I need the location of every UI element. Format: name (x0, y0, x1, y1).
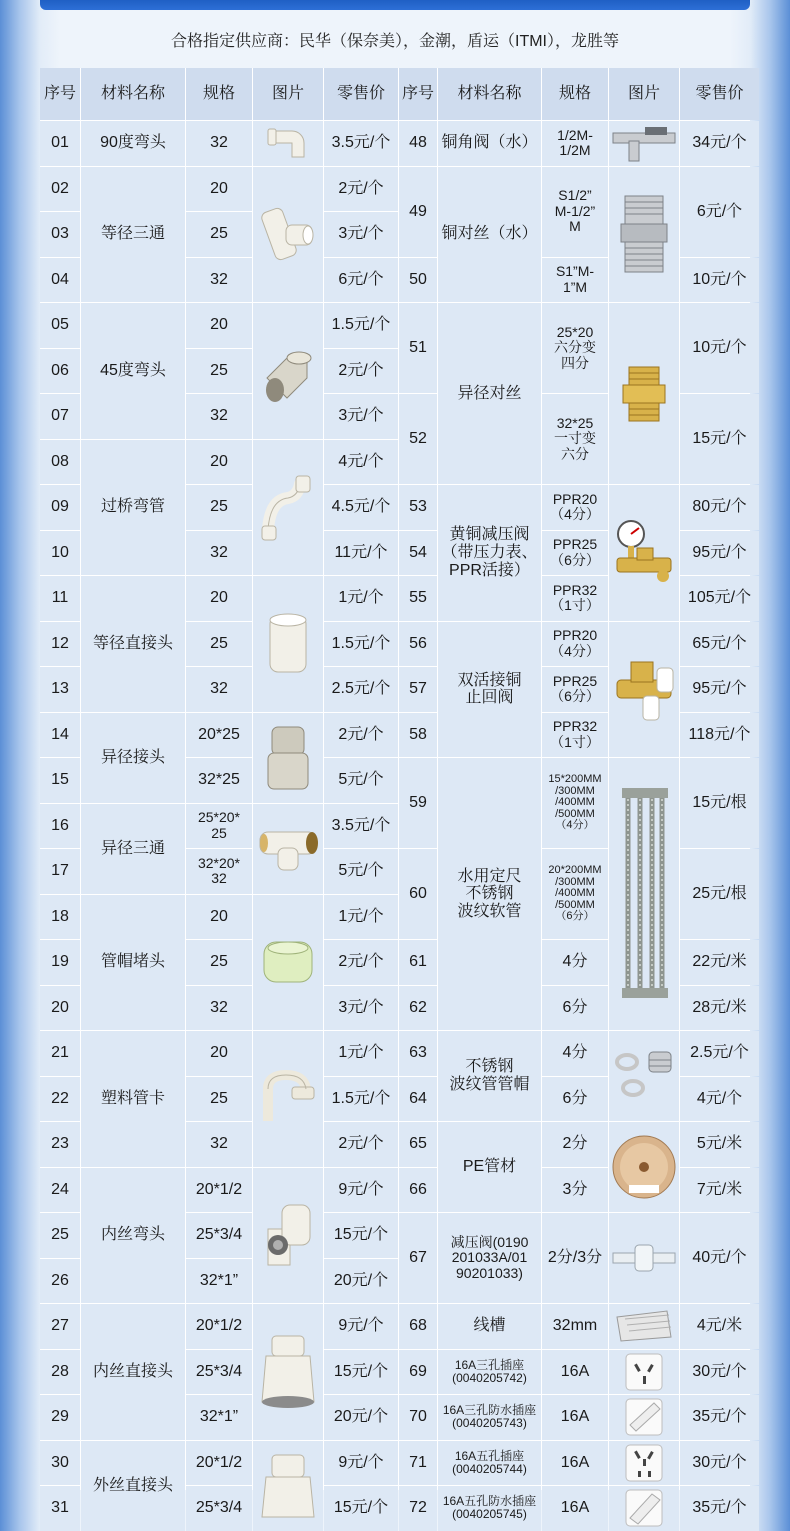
row-number-right: 61 (399, 940, 437, 985)
material-name: 管帽堵头 (81, 895, 185, 1031)
spec-value: 25*20* 25 (186, 804, 252, 849)
spec-value: 20*1/2 (186, 1441, 252, 1486)
retail-price: 9元/个 (324, 1168, 398, 1213)
spec-value: 25 (186, 1077, 252, 1122)
retail-price-right: 15元/根 (680, 758, 759, 848)
spec-value-right: 6分 (542, 1077, 608, 1122)
spec-value-right: 16A (542, 1441, 608, 1486)
row-number-right: 64 (399, 1077, 437, 1122)
spec-value-right: 2分 (542, 1122, 608, 1167)
socket-3-icon (609, 1350, 679, 1395)
row-number: 10 (40, 531, 80, 576)
material-name-right: 铜对丝（水） (438, 167, 541, 303)
row-number: 30 (40, 1441, 80, 1486)
spec-value: 20*25 (186, 713, 252, 758)
spec-value: 32 (186, 531, 252, 576)
spec-value-right: S1”M- 1”M (542, 258, 608, 303)
row-number: 21 (40, 1031, 80, 1076)
spec-value: 32*20* 32 (186, 849, 252, 894)
retail-price: 2元/个 (324, 1122, 398, 1167)
material-name: 等径三通 (81, 167, 185, 303)
retail-price-right: 15元/个 (680, 394, 759, 484)
retail-price-right: 105元/个 (680, 576, 759, 621)
retail-price-right: 4元/个 (680, 1077, 759, 1122)
row-number: 06 (40, 349, 80, 394)
header-no-right: 序号 (399, 68, 437, 120)
material-name-right: 16A五孔插座 (0040205744) (438, 1441, 541, 1486)
retail-price: 2元/个 (324, 713, 398, 758)
socket-5-waterproof-icon (609, 1486, 679, 1531)
straight-coupling-icon (253, 576, 323, 712)
female-elbow-icon (253, 1168, 323, 1304)
retail-price-right: 6元/个 (680, 167, 759, 257)
retail-price: 11元/个 (324, 531, 398, 576)
row-number: 22 (40, 1077, 80, 1122)
spec-value-right: S1/2” M-1/2” M (542, 167, 608, 257)
material-name-right: 16A五孔防水插座 (0040205745) (438, 1486, 541, 1531)
material-name-right: 不锈钢 波纹管管帽 (438, 1031, 541, 1121)
retail-price: 1元/个 (324, 895, 398, 940)
header-spec-right: 规格 (542, 68, 608, 120)
retail-price: 1元/个 (324, 576, 398, 621)
spec-value: 32 (186, 986, 252, 1031)
row-number-right: 69 (399, 1350, 437, 1395)
material-name-right: 水用定尺 不锈钢 波纹软管 (438, 758, 541, 1030)
brass-reducer-icon (609, 303, 679, 484)
retail-price-right: 30元/个 (680, 1441, 759, 1486)
material-name: 异径接头 (81, 713, 185, 803)
material-name: 外丝直接头 (81, 1441, 185, 1531)
spec-value: 20*1/2 (186, 1304, 252, 1349)
row-number-right: 53 (399, 485, 437, 530)
pe-pipe-coil-icon (609, 1122, 679, 1212)
material-name-right: 线槽 (438, 1304, 541, 1349)
retail-price: 3元/个 (324, 986, 398, 1031)
retail-price-right: 7元/米 (680, 1168, 759, 1213)
spec-value-right: PPR20 （4分） (542, 485, 608, 530)
nipple-icon (609, 167, 679, 303)
row-number-right: 66 (399, 1168, 437, 1213)
retail-price-right: 80元/个 (680, 485, 759, 530)
spec-value: 25 (186, 940, 252, 985)
row-number: 31 (40, 1486, 80, 1531)
spec-value: 25 (186, 349, 252, 394)
spec-value: 32 (186, 258, 252, 303)
spec-value: 20*1/2 (186, 1168, 252, 1213)
row-number-right: 52 (399, 394, 437, 484)
row-number: 11 (40, 576, 80, 621)
retail-price-right: 25元/根 (680, 849, 759, 939)
retail-price: 15元/个 (324, 1486, 398, 1531)
retail-price: 3.5元/个 (324, 121, 398, 166)
hose-cap-icon (609, 1031, 679, 1121)
material-name: 塑料管卡 (81, 1031, 185, 1167)
angle-valve-icon (609, 121, 679, 166)
row-number-right: 49 (399, 167, 437, 257)
spec-value: 32*25 (186, 758, 252, 803)
reducing-tee-icon (253, 804, 323, 894)
row-number: 26 (40, 1259, 80, 1304)
spec-value-right: 2分/3分 (542, 1213, 608, 1303)
male-coupling-icon (253, 1441, 323, 1531)
row-number: 09 (40, 485, 80, 530)
spec-value-right: 16A (542, 1350, 608, 1395)
row-number: 19 (40, 940, 80, 985)
retail-price: 15元/个 (324, 1350, 398, 1395)
spec-value-right: 16A (542, 1395, 608, 1440)
spec-value: 25 (186, 622, 252, 667)
header-no: 序号 (40, 68, 80, 120)
material-name-right: 黄铜减压阀 （带压力表、 PPR活接） (438, 485, 541, 621)
spec-value-right: PPR32 （1寸） (542, 576, 608, 621)
row-number-right: 72 (399, 1486, 437, 1531)
row-number-right: 50 (399, 258, 437, 303)
retail-price: 2元/个 (324, 167, 398, 212)
header-picture: 图片 (253, 68, 323, 120)
row-number-right: 55 (399, 576, 437, 621)
retail-price-right: 118元/个 (680, 713, 759, 758)
pressure-valve-icon (609, 485, 679, 621)
spec-value: 25*3/4 (186, 1486, 252, 1531)
supplier-note: 合格指定供应商：民华（保奈美），金潮，盾运（ITMI），龙胜等 (171, 33, 619, 50)
retail-price-right: 95元/个 (680, 667, 759, 712)
retail-price-right: 34元/个 (680, 121, 759, 166)
spec-value-right: 15*200MM /300MM /400MM /500MM （4分） (542, 758, 608, 848)
retail-price-right: 10元/个 (680, 258, 759, 303)
row-number-right: 67 (399, 1213, 437, 1303)
spec-value-right: 32mm (542, 1304, 608, 1349)
row-number-right: 59 (399, 758, 437, 848)
retail-price: 1.5元/个 (324, 622, 398, 667)
material-name-right: PE管材 (438, 1122, 541, 1212)
row-number: 17 (40, 849, 80, 894)
retail-price-right: 35元/个 (680, 1486, 759, 1531)
retail-price: 4元/个 (324, 440, 398, 485)
top-banner-bar (40, 0, 750, 10)
row-number: 12 (40, 622, 80, 667)
material-name-right: 铜角阀（水） (438, 121, 541, 166)
row-number: 01 (40, 121, 80, 166)
retail-price: 15元/个 (324, 1213, 398, 1258)
retail-price: 3元/个 (324, 212, 398, 257)
retail-price: 3.5元/个 (324, 804, 398, 849)
spec-value: 20 (186, 895, 252, 940)
row-number: 04 (40, 258, 80, 303)
spec-value-right: PPR25 （6分） (542, 531, 608, 576)
tee-icon (253, 167, 323, 303)
spec-value-right: 4分 (542, 1031, 608, 1076)
row-number-right: 58 (399, 713, 437, 758)
retail-price-right: 28元/米 (680, 986, 759, 1031)
elbow-90-icon (253, 121, 323, 166)
spec-value: 32*1” (186, 1259, 252, 1304)
retail-price-right: 22元/米 (680, 940, 759, 985)
row-number: 08 (40, 440, 80, 485)
material-name-right: 减压阀(0190 201033A/01 90201033) (438, 1213, 541, 1303)
spec-value: 20 (186, 576, 252, 621)
retail-price-right: 30元/个 (680, 1350, 759, 1395)
spec-value: 20 (186, 167, 252, 212)
material-name-right: 异径对丝 (438, 303, 541, 484)
spec-value-right: 4分 (542, 940, 608, 985)
retail-price: 3元/个 (324, 394, 398, 439)
material-name: 内丝直接头 (81, 1304, 185, 1440)
row-number: 02 (40, 167, 80, 212)
spec-value: 32*1” (186, 1395, 252, 1440)
spec-value-right: 32*25 一寸变 六分 (542, 394, 608, 484)
row-number-right: 54 (399, 531, 437, 576)
retail-price-right: 10元/个 (680, 303, 759, 393)
retail-price: 2元/个 (324, 349, 398, 394)
retail-price-right: 40元/个 (680, 1213, 759, 1303)
material-name: 过桥弯管 (81, 440, 185, 576)
header-name-right: 材料名称 (438, 68, 541, 120)
spec-value-right: 1/2M- 1/2M (542, 121, 608, 166)
spec-value: 32 (186, 121, 252, 166)
retail-price: 1.5元/个 (324, 1077, 398, 1122)
retail-price-right: 35元/个 (680, 1395, 759, 1440)
retail-price-right: 4元/米 (680, 1304, 759, 1349)
material-name: 异径三通 (81, 804, 185, 894)
row-number: 23 (40, 1122, 80, 1167)
row-number-right: 68 (399, 1304, 437, 1349)
row-number: 20 (40, 986, 80, 1031)
bridge-pipe-icon (253, 440, 323, 576)
spec-value: 32 (186, 1122, 252, 1167)
header-name: 材料名称 (81, 68, 185, 120)
female-coupling-icon (253, 1304, 323, 1440)
retail-price: 20元/个 (324, 1395, 398, 1440)
row-number-right: 51 (399, 303, 437, 393)
spec-value: 25 (186, 212, 252, 257)
spec-value: 20 (186, 303, 252, 348)
row-number: 28 (40, 1350, 80, 1395)
material-name-right: 16A三孔插座 (0040205742) (438, 1350, 541, 1395)
spec-value-right: 6分 (542, 986, 608, 1031)
row-number: 25 (40, 1213, 80, 1258)
filter-valve-icon (609, 1213, 679, 1303)
retail-price: 6元/个 (324, 258, 398, 303)
cable-trough-icon (609, 1304, 679, 1349)
row-number: 27 (40, 1304, 80, 1349)
row-number: 07 (40, 394, 80, 439)
retail-price: 2.5元/个 (324, 667, 398, 712)
spec-value: 25*3/4 (186, 1213, 252, 1258)
row-number: 05 (40, 303, 80, 348)
header-picture-right: 图片 (609, 68, 679, 120)
row-number: 03 (40, 212, 80, 257)
spec-value: 32 (186, 667, 252, 712)
material-name: 内丝弯头 (81, 1168, 185, 1304)
retail-price: 9元/个 (324, 1304, 398, 1349)
row-number: 14 (40, 713, 80, 758)
spec-value-right: 16A (542, 1486, 608, 1531)
row-number: 13 (40, 667, 80, 712)
material-name-right: 双活接铜 止回阀 (438, 622, 541, 758)
header-price: 零售价 (324, 68, 398, 120)
spec-value-right: PPR25 （6分） (542, 667, 608, 712)
header-spec: 规格 (186, 68, 252, 120)
material-name: 90度弯头 (81, 121, 185, 166)
row-number-right: 57 (399, 667, 437, 712)
retail-price: 4.5元/个 (324, 485, 398, 530)
retail-price-right: 95元/个 (680, 531, 759, 576)
spec-value: 20 (186, 440, 252, 485)
socket-5-icon (609, 1441, 679, 1486)
row-number: 15 (40, 758, 80, 803)
row-number-right: 63 (399, 1031, 437, 1076)
spec-value: 20 (186, 1031, 252, 1076)
check-valve-icon (609, 622, 679, 758)
material-name: 45度弯头 (81, 303, 185, 439)
elbow-45-icon (253, 303, 323, 439)
row-number-right: 65 (399, 1122, 437, 1167)
material-name: 等径直接头 (81, 576, 185, 712)
retail-price-right: 65元/个 (680, 622, 759, 667)
pipe-cap-icon (253, 895, 323, 1031)
retail-price: 5元/个 (324, 849, 398, 894)
spec-value-right: 25*20 六分变 四分 (542, 303, 608, 393)
socket-3-waterproof-icon (609, 1395, 679, 1440)
spec-value-right: 3分 (542, 1168, 608, 1213)
spec-value: 32 (186, 394, 252, 439)
row-number-right: 60 (399, 849, 437, 939)
retail-price: 1元/个 (324, 1031, 398, 1076)
retail-price: 5元/个 (324, 758, 398, 803)
row-number-right: 56 (399, 622, 437, 667)
retail-price-right: 5元/米 (680, 1122, 759, 1167)
price-table (40, 68, 752, 1522)
retail-price: 2元/个 (324, 940, 398, 985)
retail-price: 20元/个 (324, 1259, 398, 1304)
retail-price: 9元/个 (324, 1441, 398, 1486)
row-number-right: 70 (399, 1395, 437, 1440)
row-number: 29 (40, 1395, 80, 1440)
header-price-right: 零售价 (680, 68, 759, 120)
material-name-right: 16A三孔防水插座 (0040205743) (438, 1395, 541, 1440)
spec-value-right: 20*200MM /300MM /400MM /500MM （6分） (542, 849, 608, 939)
hose-icon (609, 758, 679, 1030)
row-number: 24 (40, 1168, 80, 1213)
retail-price: 1.5元/个 (324, 303, 398, 348)
row-number-right: 71 (399, 1441, 437, 1486)
pipe-clip-icon (253, 1031, 323, 1167)
spec-value-right: PPR20 （4分） (542, 622, 608, 667)
row-number: 18 (40, 895, 80, 940)
reducer-icon (253, 713, 323, 803)
row-number-right: 48 (399, 121, 437, 166)
spec-value: 25 (186, 485, 252, 530)
retail-price-right: 2.5元/个 (680, 1031, 759, 1076)
spec-value-right: PPR32 （1寸） (542, 713, 608, 758)
row-number: 16 (40, 804, 80, 849)
row-number-right: 62 (399, 986, 437, 1031)
spec-value: 25*3/4 (186, 1350, 252, 1395)
